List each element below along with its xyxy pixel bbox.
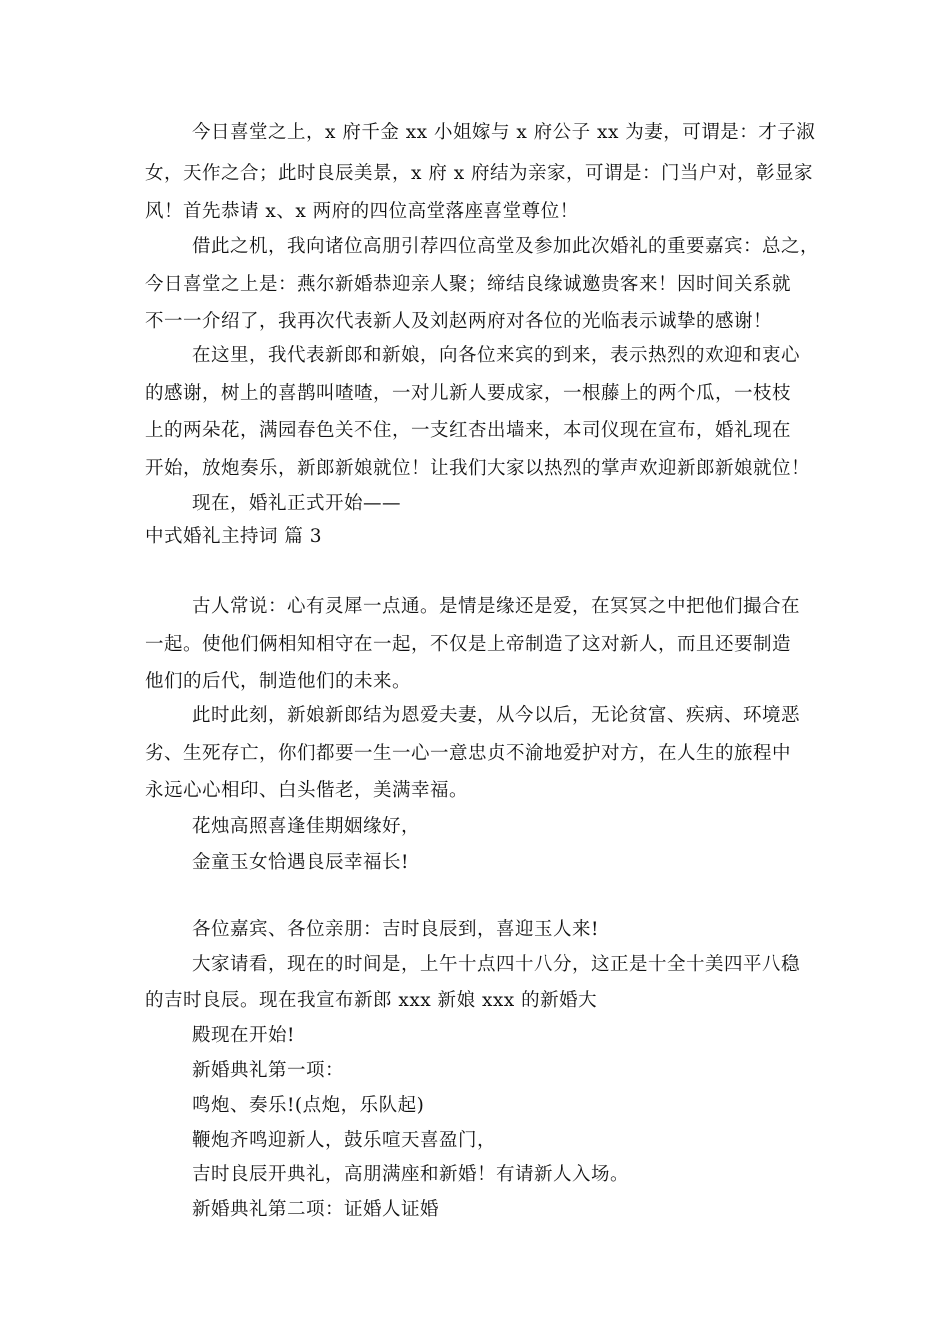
paragraph-line: 鞭炮齐鸣迎新人，鼓乐喧天喜盈门，: [192, 1130, 497, 1151]
paragraph-line: 现在，婚礼正式开始——: [192, 493, 402, 514]
paragraph-line: 永远心心相印、白头偕老，美满幸福。: [145, 780, 469, 801]
paragraph-line: 大家请看，现在的时间是，上午十点四十八分，这正是十全十美四平八稳: [192, 954, 801, 975]
paragraph-line: 鸣炮、奏乐!(点炮，乐队起): [192, 1095, 425, 1116]
verse-line: 花烛高照喜逢佳期姻缘好，: [192, 816, 421, 837]
paragraph-line: 此时此刻，新娘新郎结为恩爱夫妻，从今以后，无论贫富、疾病、环境恶: [192, 705, 801, 726]
section-heading: 中式婚礼主持词 篇 3: [145, 526, 323, 547]
paragraph-line: 借此之机，我向诸位高朋引荐四位高堂及参加此次婚礼的重要嘉宾：总之，: [192, 236, 820, 257]
paragraph-line: 上的两朵花，满园春色关不住，一支红杏出墙来，本司仪现在宣布，婚礼现在: [145, 420, 792, 441]
paragraph-line: 各位嘉宾、各位亲朋：吉时良辰到，喜迎玉人来!: [192, 919, 599, 940]
paragraph-line: 的吉时良辰。现在我宣布新郎 xxx 新娘 xxx 的新婚大: [145, 990, 598, 1011]
paragraph-line: 古人常说：心有灵犀一点通。是情是缘还是爱，在冥冥之中把他们撮合在: [192, 596, 801, 617]
paragraph-line: 吉时良辰开典礼，高朋满座和新婚！有请新人入场。: [192, 1164, 630, 1185]
paragraph-line: 女，天作之合；此时良辰美景，x 府 x 府结为亲家，可谓是：门当户对，彰显家: [145, 163, 814, 184]
paragraph-line: 的感谢，树上的喜鹊叫喳喳，一对儿新人要成家，一根藤上的两个瓜，一枝枝: [145, 383, 792, 404]
paragraph-line: 风！首先恭请 x、x 两府的四位高堂落座喜堂尊位！: [145, 201, 579, 222]
paragraph-line: 开始，放炮奏乐，新郎新娘就位！让我们大家以热烈的掌声欢迎新郎新娘就位！: [145, 458, 811, 479]
paragraph-line: 劣、生死存亡，你们都要一生一心一意忠贞不渝地爱护对方，在人生的旅程中: [145, 743, 792, 764]
paragraph-line: 今日喜堂之上，x 府千金 xx 小姐嫁与 x 府公子 xx 为妻，可谓是：才子淑: [192, 122, 816, 143]
paragraph-line: 今日喜堂之上是：燕尔新婚恭迎亲人聚；缔结良缘诚邀贵客来！因时间关系就: [145, 274, 792, 295]
paragraph-line: 在这里，我代表新郎和新娘，向各位来宾的到来，表示热烈的欢迎和衷心: [192, 345, 801, 366]
paragraph-line: 殿现在开始!: [192, 1025, 295, 1046]
paragraph-line: 一起。使他们俩相知相守在一起，不仅是上帝制造了这对新人，而且还要制造: [145, 634, 792, 655]
paragraph-line: 不一一介绍了，我再次代表新人及刘赵两府对各位的光临表示诚挚的感谢！: [145, 311, 773, 332]
verse-line: 金童玉女恰遇良辰幸福长!: [192, 852, 409, 873]
paragraph-line: 新婚典礼第一项：: [192, 1060, 345, 1081]
paragraph-line: 新婚典礼第二项：证婚人证婚: [192, 1199, 440, 1220]
paragraph-line: 他们的后代，制造他们的未来。: [145, 671, 412, 692]
